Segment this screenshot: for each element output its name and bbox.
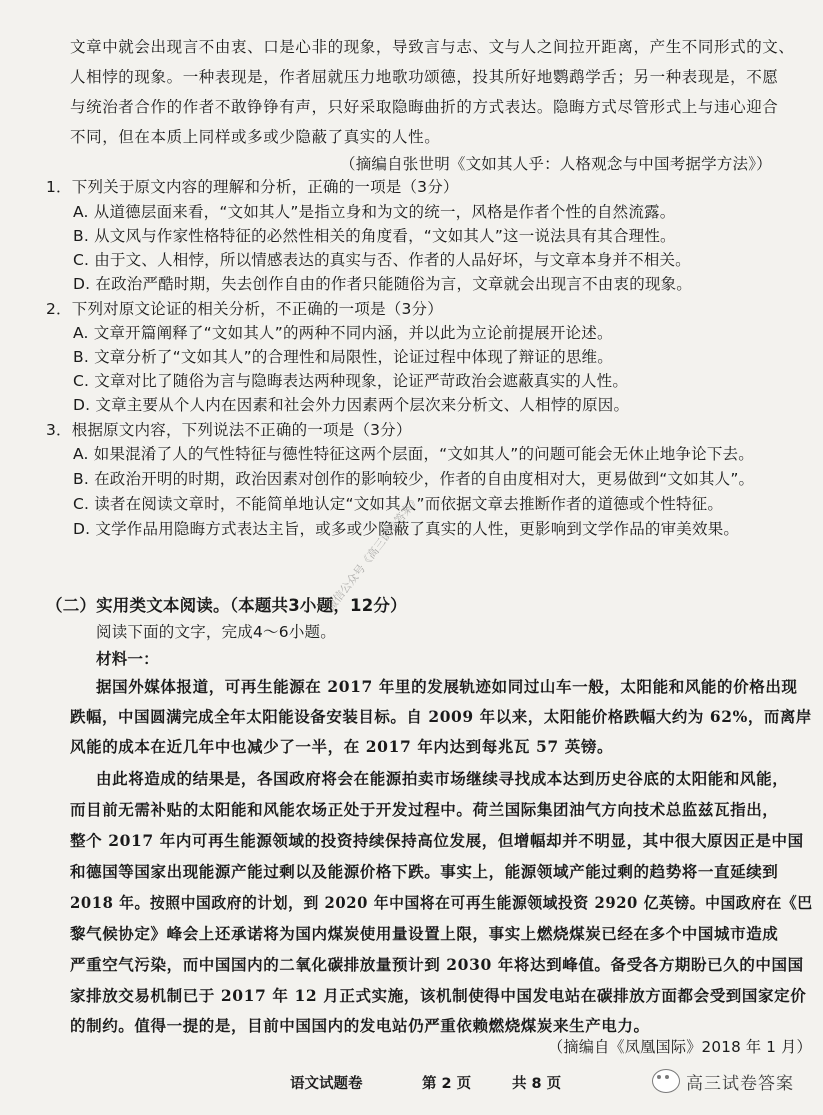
question-option: D. 在政治严酷时期，失去创作自由的作者只能随俗为言，文章就会出现言不由衷的现象。 — [73, 275, 692, 293]
material-source: （摘编自《凤凰国际》2018 年 1 月） — [548, 1038, 812, 1056]
question-option: A. 从道德层面来看，“文如其人”是指立身和为文的统一，风格是作者个性的自然流露。 — [73, 203, 676, 221]
material-paragraph-line: 据国外媒体报道，可再生能源在 2017 年里的发展轨迹如同过山车一般，太阳能和风能的价格出现 — [96, 677, 798, 696]
material-paragraph-line: 2018 年。按照中国政府的计划，到 2020 年中国将在可再生能源领域投资 2920 亿英镑。中国政府在《巴 — [70, 893, 813, 912]
section-heading: （二）实用类文本阅读。（本题共3小题，12分） — [46, 596, 407, 615]
material-paragraph-line: 风能的成本在近几年中也减少了一半，在 2017 年内达到每兆瓦 57 英镑。 — [70, 737, 614, 756]
question-option: A. 如果混淆了人的气性特征与德性特征这两个层面，“文如其人”的问题可能会无休止地争论下去。 — [73, 445, 754, 463]
watermark-stamp-text: 微信公众号《高三试卷答案》 — [323, 492, 423, 614]
question-option: C. 文章对比了随俗为言与隐晦表达两种现象，论证严苛政治会遮蔽真实的人性。 — [73, 372, 629, 390]
question-option: B. 在政治开明的时期，政治因素对创作的影响较少，作者的自由度相对大，更易做到“文如其人”。 — [73, 470, 755, 488]
question-option: D. 文章主要从个人内在因素和社会外力因素两个层次来分析文、人相悖的原因。 — [73, 396, 630, 414]
question-option: B. 文章分析了“文如其人”的合理性和局限性，论证过程中体现了辩证的思维。 — [73, 348, 613, 366]
watermark-brand — [652, 1066, 820, 1096]
footer-title: 语文试题卷 — [290, 1076, 363, 1092]
question-option: C. 由于文、人相悖，所以情感表达的真实与否、作者的人品好坏，与文章本身并不相关。 — [73, 251, 691, 269]
passage-line: 文章中就会出现言不由衷、口是心非的现象，导致言与志、文与人之间拉开距离，产生不同形式的文、 — [70, 38, 795, 56]
watermark-brand-text: 高三试卷答案 — [686, 1073, 794, 1094]
question-option: A. 文章开篇阐释了“文如其人”的两种不同内涵，并以此为立论前提展开论述。 — [73, 324, 613, 342]
passage-source: （摘编自张世明《文如其人乎：人格观念与中国考据学方法》） — [340, 155, 772, 173]
material-label: 材料一： — [96, 650, 159, 668]
footer-total-pages: 共 8 页 — [512, 1076, 562, 1092]
question-stem: 1．下列关于原文内容的理解和分析，正确的一项是（3分） — [46, 178, 459, 196]
material-paragraph-line: 的制约。值得一提的是，目前中国国内的发电站仍严重依赖燃烧煤炭来生产电力。 — [70, 1016, 650, 1035]
passage-line: 不同，但在本质上同样或多或少隐蔽了真实的人性。 — [70, 128, 441, 146]
section-instruction: 阅读下面的文字，完成4～6小题。 — [96, 623, 336, 641]
material-paragraph-line: 而目前无需补贴的太阳能和风能农场正处于开发过程中。荷兰国际集团油气方向技术总监兹瓦指出， — [70, 800, 779, 819]
footer-page-number: 第 2 页 — [422, 1076, 472, 1092]
material-paragraph-line: 严重空气污染，而中国国内的二氧化碳排放量预计到 2030 年将达到峰值。备受各方期盼已久的中国国 — [70, 955, 804, 974]
question-option: C. 读者在阅读文章时，不能简单地认定“文如其人”而依据文章去推断作者的道德或个性特征。 — [73, 495, 724, 513]
material-paragraph-line: 黎气候协定》峰会上还承诺将为国内煤炭使用量设置上限，事实上燃烧煤炭已经在多个中国城市造成 — [70, 924, 779, 943]
material-paragraph-line: 由此将造成的结果是，各国政府将会在能源拍卖市场继续寻找成本达到历史谷底的太阳能和风能， — [96, 769, 789, 788]
material-paragraph-line: 跌幅，中国圆满完成全年太阳能设备安装目标。自 2009 年以来，太阳能价格跌幅大约为 62%，而离岸 — [70, 707, 812, 726]
wechat-icon — [652, 1069, 680, 1093]
question-stem: 3．根据原文内容，下列说法不正确的一项是（3分） — [46, 421, 412, 439]
question-option: B. 从文风与作家性格特征的必然性相关的角度看，“文如其人”这一说法具有其合理性。 — [73, 227, 676, 245]
material-paragraph-line: 家排放交易机制已于 2017 年 12 月正式实施，该机制使得中国发电站在碳排放方面都会受到国家定价 — [70, 986, 807, 1005]
material-paragraph-line: 和德国等国家出现能源产能过剩以及能源价格下跌。事实上，能源领域产能过剩的趋势将一直延续到 — [70, 862, 779, 881]
passage-line: 人相悖的现象。一种表现是，作者屈就压力地歌功颂德，投其所好地鹦鹉学舌；另一种表现是，不愿 — [70, 68, 779, 86]
material-paragraph-line: 整个 2017 年内可再生能源领域的投资持续保持高位发展，但增幅却并不明显，其中很大原因正是中国 — [70, 831, 804, 850]
question-option: D. 文学作品用隐晦方式表达主旨，或多或少隐蔽了真实的人性，更影响到文学作品的审美效果。 — [73, 520, 740, 538]
passage-line: 与统治者合作的作者不敢铮铮有声，只好采取隐晦曲折的方式表达。隐晦方式尽管形式上与违心迎合 — [70, 98, 779, 116]
question-stem: 2．下列对原文论证的相关分析，不正确的一项是（3分） — [46, 300, 443, 318]
